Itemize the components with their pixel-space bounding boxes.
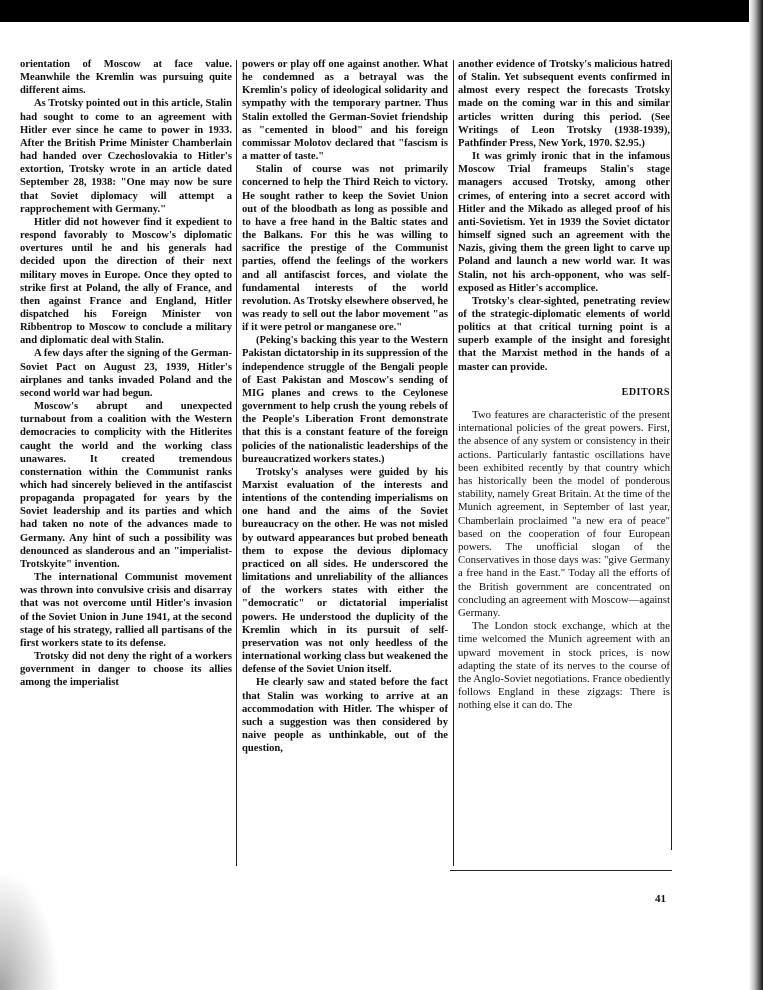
column-right <box>458 58 670 872</box>
paragraph: Trotsky's clear-sighted, penetrating review of the strategic-diplomatic elements of world politics at that critical turning point is a superb example of the insight and foresight that the Marxist method in the hands of a master can provide. <box>458 295 670 373</box>
paragraph: A few days after the signing of the German-Soviet Pact on August 23, 1939, Hitler's airplanes and tanks invaded Poland and the second world war had begun. <box>20 348 232 399</box>
paragraph: Moscow's abrupt and unexpected turnabout from a coalition with the Western democracies to complicity with the Hitlerites caught the world and the working class unawares. It created tremendous consternation within the Communist ranks which had sincerely believed in the antifascist propaganda propagated for years by the Soviet leadership and its parties and which had taken no note of the advances made to Germany. Any hint of such a possibility was denounced as slanderous and an "imperialist-Trotskyite" invention. <box>20 401 232 570</box>
editors-signature: EDITORS <box>621 386 670 398</box>
column-divider <box>236 60 237 866</box>
column-divider <box>671 60 672 850</box>
paragraph: As Trotsky pointed out in this article, Stalin had sought to come to an agreement with Hitler ever since he came to power in 1933. After the British Prime Minister Chamberlain had handed over Czechoslovakia to Hitler's extortion, Trotsky wrote in an article dated September 28, 1938: "One may now be sure that Soviet diplomacy will attempt a rapprochement with Germany." <box>20 98 232 215</box>
column-bottom-rule <box>450 870 672 871</box>
paragraph: (Peking's backing this year to the Western Pakistan dictatorship in its suppression of the independence struggle of the Bengali people of East Pakistan and Moscow's sending of MIG planes and crews to the Ceylonese government to help crush the young rebels of the People's Liberation Front demonstrate that this is a constant feature of the foreign policies of the nationalistic leaderships of the bureaucratized workers states.) <box>242 335 448 465</box>
page-number: 41 <box>655 893 666 905</box>
column-left <box>20 58 232 872</box>
scan-border-right <box>749 0 763 990</box>
column-middle <box>242 58 448 872</box>
magazine-page <box>20 58 672 872</box>
paragraph: Hitler did not however find it expedient to respond favorably to Moscow's diplomatic overtures until he and his generals had decided upon the direction of their next military moves in Europe. Once they opted to strike first at Poland, the ally of France, and then against France and England, Hitler dispatched his Foreign Minister von Ribbentrop to Moscow to conclude a military and diplomatic deal with Stalin. <box>20 216 232 347</box>
paragraph: Stalin of course was not primarily concerned to help the Third Reich to victory. He sought rather to keep the Soviet Union out of the bloodbath as long as possible and to have a free hand in the Baltic states and the Balkans. For this he was willing to sacrifice the prestige of the Communist parties, offend the feelings of the workers and all antifascist forces, and violate the fundamental interests of the world revolution. As Trotsky elsewhere observed, he was ready to sell out the labor movement "as if it were petrol or manganese ore." <box>242 164 448 334</box>
paragraph: The international Communist movement was thrown into convulsive crisis and disarray that was not overcome until Hitler's invasion of the Soviet Union in June 1941, at the second stage of his strategy, rallied all partisans of the first workers state to its defense. <box>20 572 232 649</box>
paragraph: The London stock exchange, which at the time welcomed the Munich agreement with an upward movement in stock prices, is now adapting the state of its nerves to the course of the Anglo-Soviet negotiations. France obediently follows England in these zigzags: There is nothing else it can do. The <box>458 620 670 712</box>
paragraph: He clearly saw and stated before the fact that Stalin was working to arrive at an accommodation with Hitler. The whisper of such a suggestion was then considered by naive people as unthinkable, out of the question, <box>242 677 448 755</box>
paragraph: orientation of Moscow at face value. Meanwhile the Kremlin was pursuing quite different aims. <box>20 59 232 97</box>
editors-introduction <box>458 58 670 374</box>
paragraph: Trotsky's analyses were guided by his Marxist evaluation of the interests and intentions of the contending imperialisms on one hand and the aims of the Soviet bureaucracy on the other. He was not misled by outward appearances but probed beneath them to expose the devious diplomacy practiced on all sides. He underscored the limitations and unreliability of the alliances of the workers states with either the "democratic" or dictatorial imperialist powers. He understood the duplicity of the Kremlin which in its pursuit of self-preservation was not only heedless of the international working class but weakened the defense of the Soviet Union itself. <box>242 466 448 676</box>
paragraph: Trotsky did not deny the right of a workers government in danger to choose its allies among the imperialist <box>20 651 232 689</box>
paragraph: Two features are characteristic of the present international policies of the great powers. First, the absence of any system or consistency in their actions. Particularly fantastic oscillations have been exhibited recently by that country which has historically been the model of ponderous stability, namely Great Britain. At the time of the Munich agreement, in September of last year, Chamberlain proclaimed "a new era of peace" based on the cooperation of four European powers. The unofficial slogan of the Conservatives in those days was: "give Germany a free hand in the East." Today all the efforts of the British government are concentrated on concluding an agreement with Moscow—against Germany. <box>458 408 670 619</box>
paragraph: It was grimly ironic that in the infamous Moscow Trial frameups Stalin's stage managers accused Trotsky, among other crimes, of entering into a secret accord with Hitler and the Mikado as alleged proof of his anti-Sovietism. Yet in 1939 the Soviet dictator himself signed such an agreement with the Nazis, giving them the green light to carve up Poland and launch a new world war. It was Stalin, not his arch-opponent, who was self-exposed as Hitler's accomplice. <box>458 151 670 294</box>
paragraph: powers or play off one against another. What he condemned as a betrayal was the Kremlin's policy of ideological solidarity and sympathy with the temporary partner. Thus Stalin extolled the German-Soviet friendship as "cemented in blood" and his foreign commissar Molotov declared that "fascism is a matter of taste." <box>242 59 448 163</box>
trotsky-article-text <box>458 409 670 713</box>
column-divider <box>453 60 454 866</box>
paragraph: another evidence of Trotsky's malicious hatred of Stalin. Yet subsequent events confirmed in almost every respect the forecasts Trotsky made on the coming war in this and similar articles written during this period. (See Writings of Leon Trotsky (1938-1939), Pathfinder Press, New York, 1970. $2.95.) <box>458 59 670 149</box>
scan-border-top <box>0 0 763 22</box>
scan-shadow-corner <box>0 870 60 990</box>
